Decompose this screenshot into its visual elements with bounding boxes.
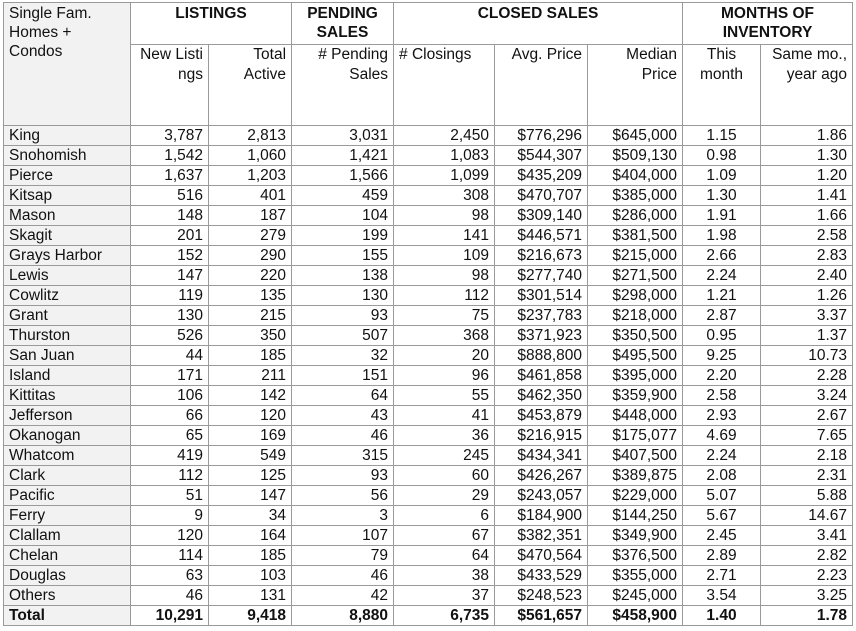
this-month-cell: 0.95 [683,326,761,346]
new-listings-cell: 152 [131,246,209,266]
inventory-group-header: MONTHS OF INVENTORY [683,3,853,45]
table-row [4,426,853,446]
total-active-cell: 147 [209,486,292,506]
avg-price-cell: $461,858 [495,366,588,386]
median-price-cell: $495,500 [588,346,683,366]
table-row [4,146,853,166]
median-price-cell: $218,000 [588,306,683,326]
table-row [4,466,853,486]
pending-sales-cell: 3 [292,506,394,526]
this-month-cell: 1.15 [683,126,761,146]
avg-price-cell: $426,267 [495,466,588,486]
total-active-cell: 290 [209,246,292,266]
pending-sales-cell: 138 [292,266,394,286]
this-month-cell: 2.71 [683,566,761,586]
median-price-cell: $407,500 [588,446,683,466]
total-this-month: 1.40 [683,606,761,626]
this-month-cell: 1.09 [683,166,761,186]
year-ago-cell: 2.58 [761,226,853,246]
closings-cell: 368 [394,326,495,346]
avg-price-cell: $216,673 [495,246,588,266]
year-ago-header: Same mo., year ago [761,45,853,126]
pending-sales-cell: 46 [292,566,394,586]
avg-price-header: Avg. Price [495,45,588,126]
total-active-cell: 215 [209,306,292,326]
this-month-cell: 1.98 [683,226,761,246]
table-row [4,306,853,326]
total-pending: 8,880 [292,606,394,626]
median-price-cell: $404,000 [588,166,683,186]
this-month-cell: 1.91 [683,206,761,226]
county-cell: Kitsap [4,186,131,206]
table-row [4,186,853,206]
avg-price-cell: $776,296 [495,126,588,146]
total-active-cell: 120 [209,406,292,426]
total-active-cell: 135 [209,286,292,306]
this-month-cell: 3.54 [683,586,761,606]
year-ago-cell: 2.40 [761,266,853,286]
county-cell: Cowlitz [4,286,131,306]
year-ago-cell: 2.31 [761,466,853,486]
avg-price-cell: $470,564 [495,546,588,566]
closings-cell: 38 [394,566,495,586]
new-listings-cell: 1,542 [131,146,209,166]
closings-cell: 112 [394,286,495,306]
county-cell: Douglas [4,566,131,586]
pending-sales-cell: 507 [292,326,394,346]
year-ago-cell: 1.66 [761,206,853,226]
total-active-cell: 169 [209,426,292,446]
year-ago-cell: 2.23 [761,566,853,586]
year-ago-cell: 2.28 [761,366,853,386]
new-listings-cell: 112 [131,466,209,486]
total-active-cell: 103 [209,566,292,586]
table-row [4,226,853,246]
total-median-price: $458,900 [588,606,683,626]
total-active-cell: 2,813 [209,126,292,146]
new-listings-cell: 114 [131,546,209,566]
this-month-cell: 9.25 [683,346,761,366]
avg-price-cell: $309,140 [495,206,588,226]
new-listings-cell: 201 [131,226,209,246]
new-listings-cell: 148 [131,206,209,226]
median-price-cell: $395,000 [588,366,683,386]
avg-price-cell: $470,707 [495,186,588,206]
total-active-header: Total Active [209,45,292,126]
pending-sales-cell: 64 [292,386,394,406]
total-active-cell: 142 [209,386,292,406]
closings-cell: 64 [394,546,495,566]
pending-sales-cell: 42 [292,586,394,606]
new-listings-cell: 526 [131,326,209,346]
closings-cell: 141 [394,226,495,246]
table-row [4,406,853,426]
pending-sales-cell: 1,421 [292,146,394,166]
avg-price-cell: $184,900 [495,506,588,526]
new-listings-cell: 419 [131,446,209,466]
year-ago-cell: 1.20 [761,166,853,186]
avg-price-cell: $277,740 [495,266,588,286]
this-month-cell: 5.67 [683,506,761,526]
closings-cell: 98 [394,206,495,226]
avg-price-cell: $544,307 [495,146,588,166]
total-row [4,606,853,626]
table-row [4,126,853,146]
year-ago-cell: 2.83 [761,246,853,266]
pending-sales-cell: 43 [292,406,394,426]
new-listings-header: New Listings [131,45,209,126]
year-ago-cell: 1.26 [761,286,853,306]
closings-cell: 41 [394,406,495,426]
total-active-cell: 1,203 [209,166,292,186]
total-active-cell: 1,060 [209,146,292,166]
median-price-cell: $298,000 [588,286,683,306]
median-price-cell: $385,000 [588,186,683,206]
total-active-cell: 350 [209,326,292,346]
year-ago-cell: 3.41 [761,526,853,546]
median-price-cell: $355,000 [588,566,683,586]
pending-sales-cell: 3,031 [292,126,394,146]
new-listings-cell: 65 [131,426,209,446]
this-month-cell: 2.87 [683,306,761,326]
new-listings-cell: 119 [131,286,209,306]
total-active-cell: 185 [209,346,292,366]
table-row [4,586,853,606]
pending-sales-cell: 130 [292,286,394,306]
avg-price-cell: $435,209 [495,166,588,186]
closings-cell: 20 [394,346,495,366]
new-listings-cell: 171 [131,366,209,386]
closings-cell: 36 [394,426,495,446]
closings-cell: 96 [394,366,495,386]
county-cell: Pierce [4,166,131,186]
this-month-cell: 4.69 [683,426,761,446]
closings-cell: 55 [394,386,495,406]
listings-group-header: LISTINGS [131,3,292,45]
avg-price-cell: $453,879 [495,406,588,426]
total-active-cell: 549 [209,446,292,466]
county-cell: Mason [4,206,131,226]
table-row [4,506,853,526]
closings-cell: 1,099 [394,166,495,186]
median-price-cell: $215,000 [588,246,683,266]
year-ago-cell: 2.82 [761,546,853,566]
new-listings-cell: 147 [131,266,209,286]
median-price-cell: $359,900 [588,386,683,406]
year-ago-cell: 2.67 [761,406,853,426]
total-active-cell: 185 [209,546,292,566]
closings-header: # Closings [394,45,495,126]
avg-price-cell: $382,351 [495,526,588,546]
year-ago-cell: 1.86 [761,126,853,146]
new-listings-cell: 130 [131,306,209,326]
table-row [4,166,853,186]
group-header-row [4,3,853,45]
year-ago-cell: 1.41 [761,186,853,206]
new-listings-cell: 51 [131,486,209,506]
pending-sales-cell: 32 [292,346,394,366]
avg-price-cell: $462,350 [495,386,588,406]
total-active-cell: 34 [209,506,292,526]
county-cell: Thurston [4,326,131,346]
this-month-cell: 2.20 [683,366,761,386]
total-label: Total [4,606,131,626]
county-cell: Chelan [4,546,131,566]
total-avg-price: $561,657 [495,606,588,626]
median-price-cell: $229,000 [588,486,683,506]
total-year-ago: 1.78 [761,606,853,626]
this-month-cell: 0.98 [683,146,761,166]
corner-header: Single Fam. Homes + Condos [4,3,131,126]
total-closings: 6,735 [394,606,495,626]
pending-sales-cell: 459 [292,186,394,206]
closings-cell: 60 [394,466,495,486]
year-ago-cell: 14.67 [761,506,853,526]
county-cell: King [4,126,131,146]
pending-sales-cell: 56 [292,486,394,506]
total-active-cell: 187 [209,206,292,226]
county-cell: San Juan [4,346,131,366]
county-cell: Jefferson [4,406,131,426]
avg-price-cell: $301,514 [495,286,588,306]
county-cell: Snohomish [4,146,131,166]
closed-group-header: CLOSED SALES [394,3,683,45]
pending-sales-cell: 104 [292,206,394,226]
new-listings-cell: 46 [131,586,209,606]
this-month-cell: 5.07 [683,486,761,506]
new-listings-cell: 120 [131,526,209,546]
table-row [4,326,853,346]
median-price-cell: $175,077 [588,426,683,446]
table-row [4,206,853,226]
year-ago-cell: 2.18 [761,446,853,466]
total-active-cell: 401 [209,186,292,206]
table-row [4,446,853,466]
median-price-cell: $448,000 [588,406,683,426]
closings-cell: 1,083 [394,146,495,166]
median-price-cell: $389,875 [588,466,683,486]
median-price-cell: $376,500 [588,546,683,566]
closings-cell: 98 [394,266,495,286]
year-ago-cell: 7.65 [761,426,853,446]
closings-cell: 67 [394,526,495,546]
year-ago-cell: 5.88 [761,486,853,506]
county-cell: Kittitas [4,386,131,406]
year-ago-cell: 3.25 [761,586,853,606]
county-cell: Ferry [4,506,131,526]
table-row [4,286,853,306]
median-price-cell: $349,900 [588,526,683,546]
new-listings-cell: 63 [131,566,209,586]
avg-price-cell: $371,923 [495,326,588,346]
closings-cell: 109 [394,246,495,266]
county-cell: Whatcom [4,446,131,466]
median-price-cell: $381,500 [588,226,683,246]
table-row [4,386,853,406]
county-cell: Island [4,366,131,386]
total-active-cell: 279 [209,226,292,246]
pending-sales-cell: 93 [292,306,394,326]
median-price-cell: $645,000 [588,126,683,146]
year-ago-cell: 3.37 [761,306,853,326]
pending-sales-header: # Pending Sales [292,45,394,126]
year-ago-cell: 3.24 [761,386,853,406]
median-price-header: Median Price [588,45,683,126]
this-month-cell: 1.21 [683,286,761,306]
new-listings-cell: 106 [131,386,209,406]
avg-price-cell: $888,800 [495,346,588,366]
this-month-cell: 2.45 [683,526,761,546]
closings-cell: 245 [394,446,495,466]
pending-sales-cell: 199 [292,226,394,246]
new-listings-cell: 516 [131,186,209,206]
county-cell: Lewis [4,266,131,286]
this-month-cell: 2.08 [683,466,761,486]
total-active-cell: 125 [209,466,292,486]
avg-price-cell: $216,915 [495,426,588,446]
county-cell: Okanogan [4,426,131,446]
this-month-cell: 2.89 [683,546,761,566]
pending-sales-cell: 155 [292,246,394,266]
pending-sales-cell: 1,566 [292,166,394,186]
avg-price-cell: $446,571 [495,226,588,246]
median-price-cell: $286,000 [588,206,683,226]
county-cell: Grays Harbor [4,246,131,266]
pending-sales-cell: 46 [292,426,394,446]
median-price-cell: $144,250 [588,506,683,526]
total-active-cell: 211 [209,366,292,386]
median-price-cell: $271,500 [588,266,683,286]
new-listings-cell: 1,637 [131,166,209,186]
median-price-cell: $509,130 [588,146,683,166]
avg-price-cell: $243,057 [495,486,588,506]
pending-sales-cell: 315 [292,446,394,466]
year-ago-cell: 10.73 [761,346,853,366]
pending-group-header: PENDING SALES [292,3,394,45]
this-month-cell: 2.66 [683,246,761,266]
pending-sales-cell: 107 [292,526,394,546]
avg-price-cell: $237,783 [495,306,588,326]
avg-price-cell: $248,523 [495,586,588,606]
closings-cell: 75 [394,306,495,326]
pending-sales-cell: 93 [292,466,394,486]
year-ago-cell: 1.30 [761,146,853,166]
table-row [4,566,853,586]
new-listings-cell: 44 [131,346,209,366]
table-row [4,246,853,266]
new-listings-cell: 9 [131,506,209,526]
county-cell: Pacific [4,486,131,506]
year-ago-cell: 1.37 [761,326,853,346]
this-month-cell: 2.24 [683,446,761,466]
county-cell: Others [4,586,131,606]
table-row [4,526,853,546]
county-cell: Clark [4,466,131,486]
table-row [4,486,853,506]
this-month-header: This month [683,45,761,126]
table-row [4,266,853,286]
table-row [4,346,853,366]
closings-cell: 29 [394,486,495,506]
this-month-cell: 2.24 [683,266,761,286]
county-cell: Skagit [4,226,131,246]
market-stats-table [3,2,853,626]
total-active-cell: 220 [209,266,292,286]
closings-cell: 6 [394,506,495,526]
table-row [4,366,853,386]
pending-sales-cell: 79 [292,546,394,566]
median-price-cell: $245,000 [588,586,683,606]
median-price-cell: $350,500 [588,326,683,346]
avg-price-cell: $434,341 [495,446,588,466]
this-month-cell: 2.93 [683,406,761,426]
county-cell: Grant [4,306,131,326]
avg-price-cell: $433,529 [495,566,588,586]
table-body [4,126,853,606]
column-header-row [4,45,853,126]
total-active-cell: 164 [209,526,292,546]
closings-cell: 308 [394,186,495,206]
county-cell: Clallam [4,526,131,546]
total-new-listings: 10,291 [131,606,209,626]
pending-sales-cell: 151 [292,366,394,386]
table-row [4,546,853,566]
closings-cell: 2,450 [394,126,495,146]
this-month-cell: 2.58 [683,386,761,406]
new-listings-cell: 66 [131,406,209,426]
closings-cell: 37 [394,586,495,606]
total-active: 9,418 [209,606,292,626]
total-active-cell: 131 [209,586,292,606]
new-listings-cell: 3,787 [131,126,209,146]
this-month-cell: 1.30 [683,186,761,206]
